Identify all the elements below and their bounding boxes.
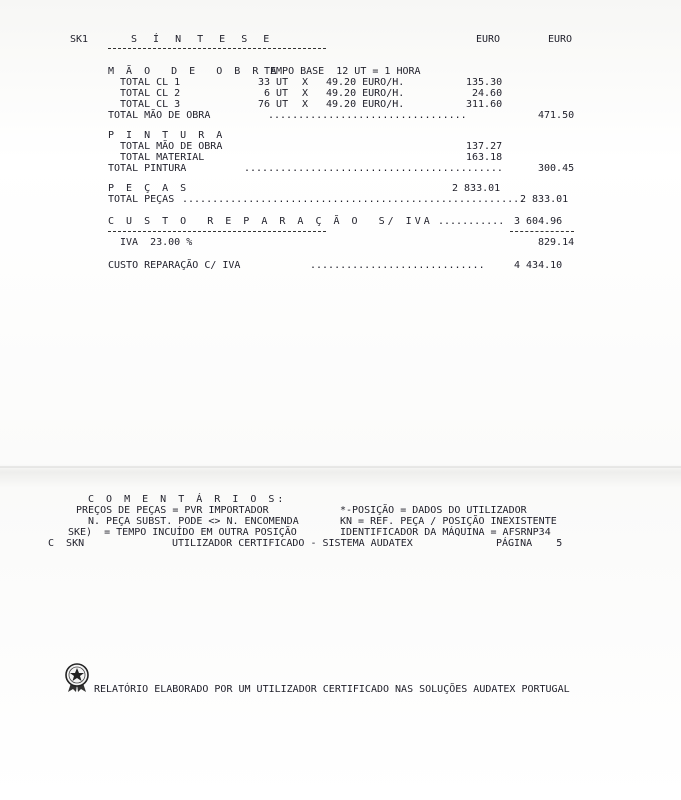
pecas-total-label: TOTAL PEÇAS — [108, 194, 175, 205]
comentario-line: PREÇOS DE PEÇAS = PVR IMPORTADOR — [76, 505, 269, 516]
leader-dots: ................................. — [268, 110, 467, 121]
paper-fold — [0, 466, 681, 468]
footer-text: RELATÓRIO ELABORADO POR UM UTILIZADOR CERTIFICADO NAS SOLUÇÕES AUDATEX PORTUGAL — [94, 684, 570, 695]
pintura-mao-label: TOTAL MÃO DE OBRA — [120, 141, 223, 152]
document-code: SK1 — [70, 34, 89, 45]
row-amount: 24.60 — [472, 88, 503, 99]
page-title: S Í N T E S E — [131, 34, 275, 45]
pintura-material-value: 163.18 — [466, 152, 503, 163]
row-rate: 49.20 EURO/H. — [326, 77, 405, 88]
tempo-base: TEMPO BASE 12 UT = 1 HORA — [264, 66, 421, 77]
pintura-heading: P I N T U R A — [108, 130, 226, 141]
row-qty: 76 UT — [258, 99, 289, 110]
row-qty: 6 UT — [264, 88, 289, 99]
column-header-euro-1: EURO — [476, 34, 501, 45]
row-x: X — [302, 99, 309, 110]
custo-com-iva-label: CUSTO REPARAÇÃO C/ IVA — [108, 260, 241, 271]
certificado-line: UTILIZADOR CERTIFICADO - SISTEMA AUDATEX — [172, 538, 413, 549]
comentario-line: IDENTIFICADOR DA MÁQUINA = AFSRNP34 — [340, 527, 551, 538]
row-x: X — [302, 88, 309, 99]
comentario-line: N. PEÇA SUBST. PODE <> N. ENCOMENDA — [88, 516, 299, 527]
mao-obra-total-label: TOTAL MÃO DE OBRA — [108, 110, 211, 121]
row-label: TOTAL CL 3 — [120, 99, 181, 110]
leader-dots: ........................................... — [244, 163, 503, 174]
pecas-subtotal: 2 833.01 — [452, 183, 501, 194]
row-amount: 135.30 — [466, 77, 503, 88]
mao-obra-total: 471.50 — [538, 110, 575, 121]
row-x: X — [302, 77, 309, 88]
pintura-total-label: TOTAL PINTURA — [108, 163, 187, 174]
pintura-mao-value: 137.27 — [466, 141, 503, 152]
row-rate: 49.20 EURO/H. — [326, 88, 405, 99]
custo-sem-iva-heading: C U S T O R E P A R A Ç Ã O S/ IVA — [108, 216, 433, 227]
comentarios-heading: C O M E N T Á R I O S: — [88, 494, 287, 505]
title-underline — [108, 48, 326, 49]
comentario-line: C SKN — [48, 538, 85, 549]
row-label: TOTAL CL 2 — [120, 88, 181, 99]
row-label: TOTAL CL 1 — [120, 77, 181, 88]
pecas-heading: P E Ç A S — [108, 183, 190, 194]
certification-seal-icon — [64, 663, 90, 693]
column-header-euro-2: EURO — [548, 34, 573, 45]
leader-dots: ........... — [438, 216, 505, 227]
comentario-line: KN = REF. PEÇA / POSIÇÃO INEXISTENTE — [340, 516, 557, 527]
comentario-line: *-POSIÇÃO = DADOS DO UTILIZADOR — [340, 505, 527, 516]
row-amount: 311.60 — [466, 99, 503, 110]
section-rule — [108, 231, 326, 232]
comentario-line: SKE) = TEMPO INCUÍDO EM OUTRA POSIÇÃO — [68, 527, 297, 538]
leader-dots: ............................. — [310, 260, 485, 271]
total-rule — [510, 231, 574, 232]
iva-label: IVA 23.00 % — [120, 237, 193, 248]
leader-dots: ......................................................... — [182, 194, 526, 205]
custo-com-iva-total: 4 434.10 — [514, 260, 563, 271]
row-rate: 49.20 EURO/H. — [326, 99, 405, 110]
pintura-total: 300.45 — [538, 163, 575, 174]
pintura-material-label: TOTAL MATERIAL — [120, 152, 205, 163]
pecas-total: 2 833.01 — [520, 194, 569, 205]
row-qty: 33 UT — [258, 77, 289, 88]
iva-value: 829.14 — [538, 237, 575, 248]
custo-sem-iva-total: 3 604.96 — [514, 216, 563, 227]
page-number: PÁGINA 5 — [496, 538, 563, 549]
mao-obra-heading: M Ã O D E O B R A — [108, 66, 280, 77]
